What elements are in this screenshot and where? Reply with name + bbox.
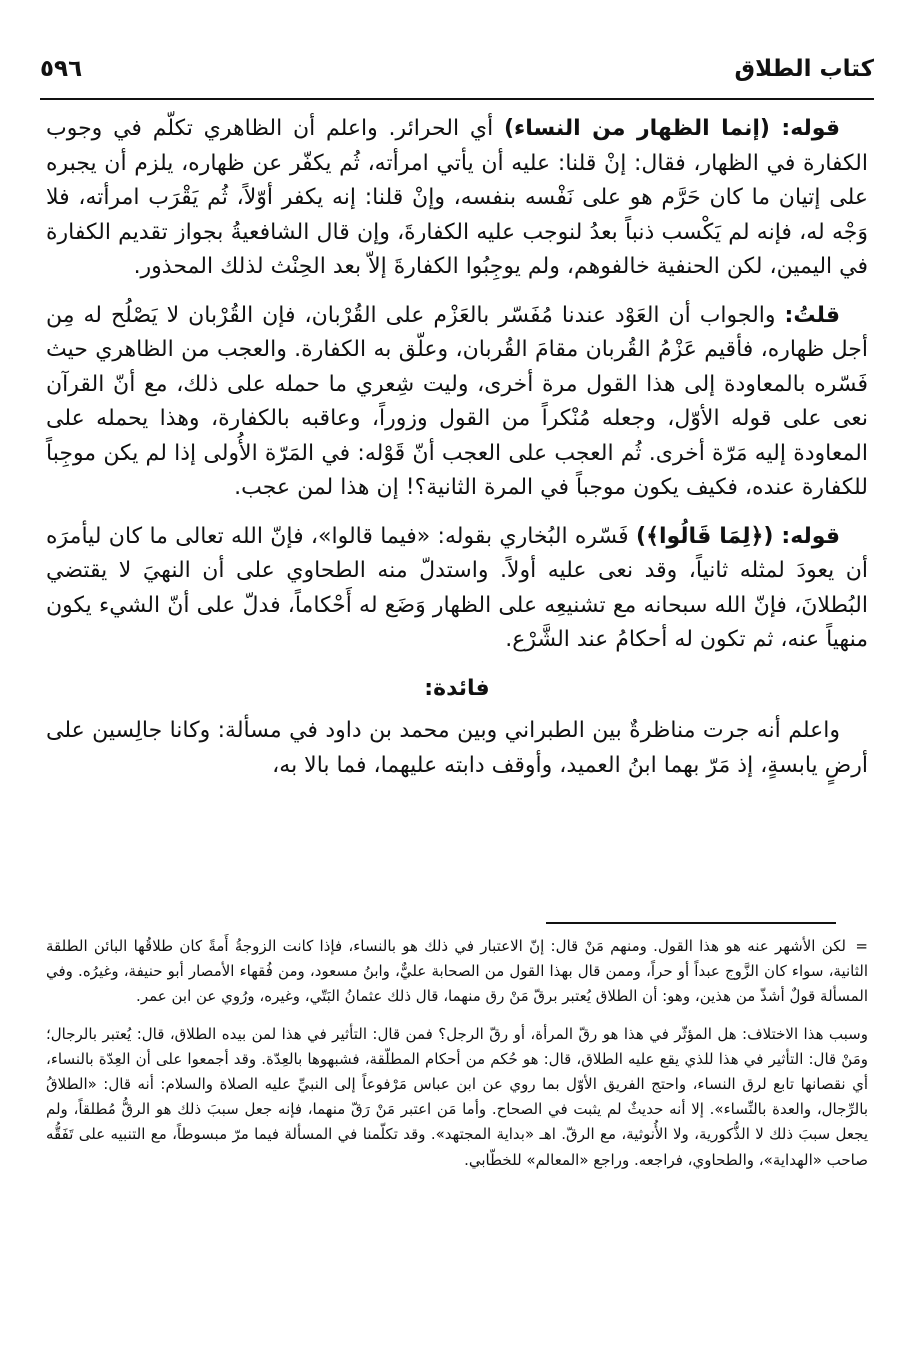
paragraph — [46, 112, 868, 285]
paragraph — [46, 714, 868, 783]
chapter-title: كتاب الطلاق — [734, 56, 874, 82]
footnote-continuation-marker: = — [855, 937, 868, 955]
footnote — [46, 934, 868, 1010]
section-heading: فائدة: — [424, 675, 490, 701]
paragraph-lead: قوله: (﴿لِمَا قَالُوا﴾) — [636, 523, 840, 549]
footnote-text: لكن الأشهر عنه هو هذا القول. ومنهم مَنْ قال: إنّ الاعتبار في ذلك هو بالنساء، فإذا كانت الزوجةُ أَمةً كان طلاقُها البائن الطلقة الثانية، سواء كان الزَّوج عبداً أو حراً، وممن قال بهذا القول من الصحابة عليٌّ، وابنُ مسعود، ومن فُقهاء الأمصار أبو حنيفة، وغيرُه. وفي المسألة قولٌ أشذّ من هذين، وهو: أن الطلاق يُعتبر برقّ مَنْ رق منهما، قال ذلك عثمانُ البَتّي، وغيره، ورُوي عن ابن عمر. — [46, 937, 868, 1006]
footnote-text: وسبب هذا الاختلاف: هل المؤثّر في هذا هو رقّ المرأة، أو رقّ الرجل؟ فمن قال: التأثير في هذا لمن بيده الطلاق، قال: يُعتبر بالرجال؛ ومَنْ قال: التأثير في هذا للذي يقع عليه الطلاق، قال: هو حُكم من أحكام المطلّقة، فشبهوها بالعِدّة. وقد أجمعوا على أن العِدّة بالنساء، أي نقصانها تابع لرق النساء، واحتج الفريق الأوّل بما روي عن ابن عباس مَرْفوعاً إلى النبيِّ عليه الصلاة والسلام: أنه قال: «الطلاقُ بالرِّجال، والعدة بالنِّساء». إلا أنه حديثٌ لم يثبت في الصحاح. وأما مَن اعتبر مَنْ رَقّ منهما، فإنه جعل سببَ ذلك هو الرقُّ مُطلقاً، ولم يجعل سببَ ذلك لا الذُّكورية، ولا الأُنوثية، مع الرقّ. اهـ «بداية المجتهد». وقد تكلّمنا في المسألة فيما مرّ مبسوطاً، مع التنبيه على تَفَقُّه صاحب «الهداية»، والطحاوي، فراجعه. وراجع «المعالم» للخطّابي. — [46, 1024, 868, 1169]
main-text — [46, 112, 868, 797]
paragraph — [46, 299, 868, 506]
paragraph — [46, 520, 868, 658]
running-header — [40, 56, 874, 96]
paragraph-lead: قوله: (إنما الظهار من النساء) — [503, 116, 840, 141]
paragraph-body: واعلم أنه جرت مناظرةٌ بين الطبراني وبين محمد بن داود في مسألة: وكانا جالِسين على أرضٍ يابسةٍ، إذ مَرّ بهما ابنُ العميد، وأوقف دابته عليهما، فما بالا به، — [46, 718, 868, 778]
paragraph-body: أي الحرائر. واعلم أن الظاهري تكلّم في وجوب الكفارة في الظهار، فقال: إنْ قلنا: عليه أن يأتي امرأته، ثُم يكفّر عن ظهاره، يلزم أن يجبره على إتيان ما كان حَرَّم هو على نَفْسه بنفسه، وإنْ قلنا: إنه يكفر أوّلاً، ثُم يَقْرَب امرأته، فلا وَجْه له، فإنه لم يَكْسب ذنباً بعدُ لنوجب عليه الكفارةَ، وإن قال الشافعيةُ بجواز تقديم الكفارة في اليمين، لكن الحنفية خالفوهم، ولم يوجِبُوا الكفارةَ إلاّ بعد الحِنْث لذلك المحذور. — [46, 116, 868, 279]
paragraph-body: والجواب أن العَوْد عندنا مُفَسّر بالعَزْم على القُرْبان، فإن القُرْبان لا يَصْلُح له مِن أجل ظهاره، فأقيم عَزْمُ القُربان مقامَ القُربان، وعلّق به الكفارة. والعجب من الظاهري حيث فَسّره بالمعاودة إلى هذا القول مرة أخرى، وليت شِعري ما حمله على ذلك، مع أنّ القرآن نعى على قوله الأوّل، وجعله مُنْكراً من القول وزوراً، وعاقبه بالكفارة، وهذا يحمله على المعاودة إليه مَرّة أخرى. ثُم العجب على العجب أنّ قَوْله: في المَرّة الأُولى إذا لم يكن موجِباً للكفارة عنده، فكيف يكون موجباً في المرة الثانية؟! إن هذا لمن عجب. — [46, 302, 868, 500]
footnote — [46, 1022, 868, 1173]
footnote-divider — [546, 922, 836, 924]
paragraph-body: فَسّره البُخاري بقوله: «فيما قالوا»، فإنّ الله تعالى ما كان ليأمرَه أن يعودَ لمثله ثانياً، وقد نعى عليه أولاً. واستدلّ منه الطحاوي على أن النهيَ لا يقتضي البُطلانَ، فإنّ الله سبحانه مع تشنيعِه على الظهار وَضَع له أَحْكاماً، فدلّ على أنّ الشيء يكون منهياً عنه، ثم تكون له أحكامُ عند الشَّرْع. — [46, 523, 868, 652]
paragraph-lead: قلتُ: — [784, 302, 840, 328]
footnotes — [46, 934, 868, 1185]
header-divider — [40, 98, 874, 100]
page-number: ٥٩٦ — [40, 56, 83, 82]
